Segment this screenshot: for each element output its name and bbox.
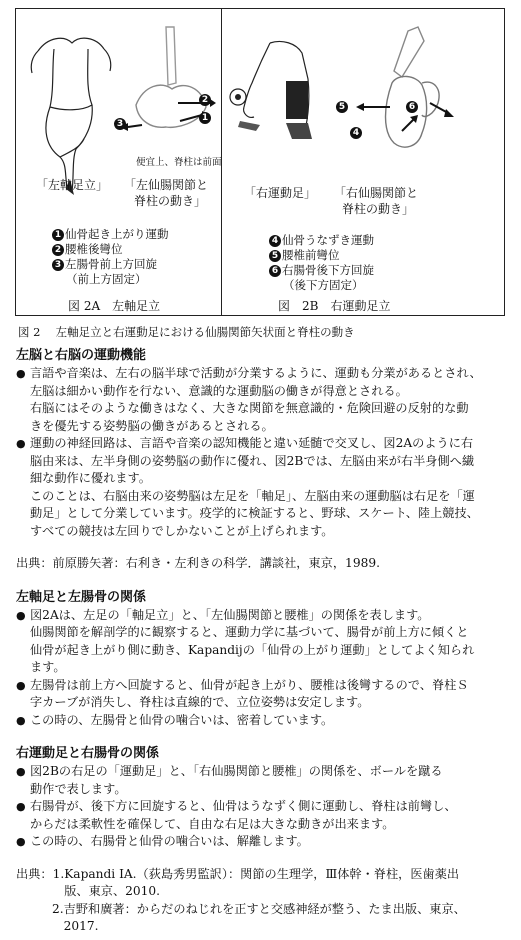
figure-divider <box>221 9 222 315</box>
paragraph: ● 言語や音楽は、左右の脳半球で活動が分業するように、運動も分業があるとされ、 左脳は細かい動作を行ない、意識的な運動脳の働きが得意とされる。 右脳にはそのような働きはなく、大きな関節を無意識的・危険回避の反射的な動 きを優先する姿勢脳の働きがあるとされる。 <box>16 365 508 435</box>
legend-item-6: 6 右腸骨後下方回旋 <box>269 263 374 278</box>
marker-2: 2 <box>199 94 211 106</box>
article-body <box>16 346 508 936</box>
figure-panel <box>15 8 505 316</box>
paragraph: ● 図2Aは、左足の「軸足立」と、「左仙腸関節と腰椎」の関係を表します。 仙腸関節を解剖学的に観察すると、運動力学に基づいて、腸骨が前上方に傾くと 仙骨が起き上がり側に動き、Kapandijの「仙骨の上がり運動」としてよく知られ ます。 <box>16 607 508 677</box>
figure-a-motion-label-1: 「左仙腸関節と <box>124 178 209 192</box>
figure-a-legend <box>52 227 169 287</box>
marker-4: 4 <box>350 127 362 139</box>
paragraph: ● この時の、右腸骨と仙骨の噛合いは、解離します。 <box>16 833 508 851</box>
kicker-illustration <box>226 39 326 149</box>
section-heading-left-axis: 左軸足と左腸骨の関係 <box>16 589 147 605</box>
marker-1: 1 <box>199 112 211 124</box>
figure-b-motion-label-2: 脊柱の動き」 <box>342 202 415 216</box>
paragraph: ● 右腸骨が、後下方に回旋すると、仙骨はうなずく側に運動し、脊柱は前彎し、 からだは柔軟性を確保して、自由な右足は大きな動きが出来ます。 <box>16 798 508 833</box>
paragraph: ● 左腸骨は前上方へ回旋すると、仙骨が起き上がり、腰椎は後彎するので、脊柱Ｓ 字カーブが消失し、脊柱は直線的で、立位姿勢は安定します。 <box>16 677 508 712</box>
figure-b-stance-label: 「右運動足」 <box>244 186 317 200</box>
section-heading-brain: 左脳と右脳の運動機能 <box>16 348 147 363</box>
figure-a-motion-label-2: 脊柱の動き」 <box>134 194 207 208</box>
figure-a-stance-label: 「左軸足立」 <box>36 178 109 192</box>
figure-a-caption: 図 2A 左軸足立 <box>68 299 161 313</box>
figure-caption: 図 2 左軸足立と右運動足における仙腸関節矢状面と脊柱の動き <box>18 325 355 339</box>
reference-1: 出典： 1. Kapandi IA.（荻島秀男監訳）：関節の生理学，Ⅲ体幹・脊柱，医歯薬出 版、東京、2010. <box>16 866 460 898</box>
legend-item-1: 1 仙骨起き上がり運動 <box>52 227 169 242</box>
figure-b-legend <box>269 233 374 293</box>
legend-item-2: 2 腰椎後彎位 <box>52 242 169 257</box>
legend-item-4: 4 仙骨うなずき運動 <box>269 233 374 248</box>
marker-6: 6 <box>406 101 418 113</box>
paragraph: ● 図2Bの右足の「運動足」と、「右仙腸関節と腰椎」の関係を、ボールを蹴る 動作で表します。 <box>16 763 508 798</box>
reference-2: 2. 吉野和廣著：からだのねじれを正すと交感神経が整う、たま出版、東京、 2017. <box>52 901 466 933</box>
paragraph: ● 運動の神経回路は、言語や音楽の認知機能と違い延髄で交叉し、図2Aのように右 脳由来は、左半身側の姿勢脳の動作に優れ、図2Bでは、左脳由来が右半身側へ繊 細な動作に優れます。 このことは、右脳由来の姿勢脳は左足を「軸足」、左脳由来の運動脳は右足を「運 動足」として分業しています。疫学的に検証すると、野球、スケート、陸上競技、 すべての競技は左回りでしかないことが上げられます。 <box>16 435 508 540</box>
dancer-illustration <box>24 29 114 199</box>
marker-3: 3 <box>114 118 126 130</box>
legend-item-extra: （前上方固定） <box>66 272 147 286</box>
pelvis-spine-illustration-b <box>338 23 498 163</box>
source-citation: 出典：前原勝矢著：右利き・左利きの科学．講談社，東京，1989. <box>16 556 380 570</box>
legend-item-5: 5 腰椎前彎位 <box>269 248 374 263</box>
legend-item-3: 3 左腸骨前上方回旋 <box>52 257 169 272</box>
figure-b-motion-label-1: 「右仙腸関節と <box>334 186 419 200</box>
paragraph: ● この時の、左腸骨と仙骨の噛合いは、密着しています。 <box>16 712 508 730</box>
marker-5: 5 <box>336 101 348 113</box>
pelvis-spine-illustration-a <box>116 23 216 143</box>
figure-b-caption: 図 2B 右運動足立 <box>278 299 391 313</box>
figure-a-note: 便宜上、脊柱は前面 <box>136 157 222 168</box>
references <box>16 866 508 936</box>
section-heading-right-motion: 右運動足と右腸骨の関係 <box>16 746 160 761</box>
legend-item-extra-b: （後下方固定） <box>283 278 364 292</box>
